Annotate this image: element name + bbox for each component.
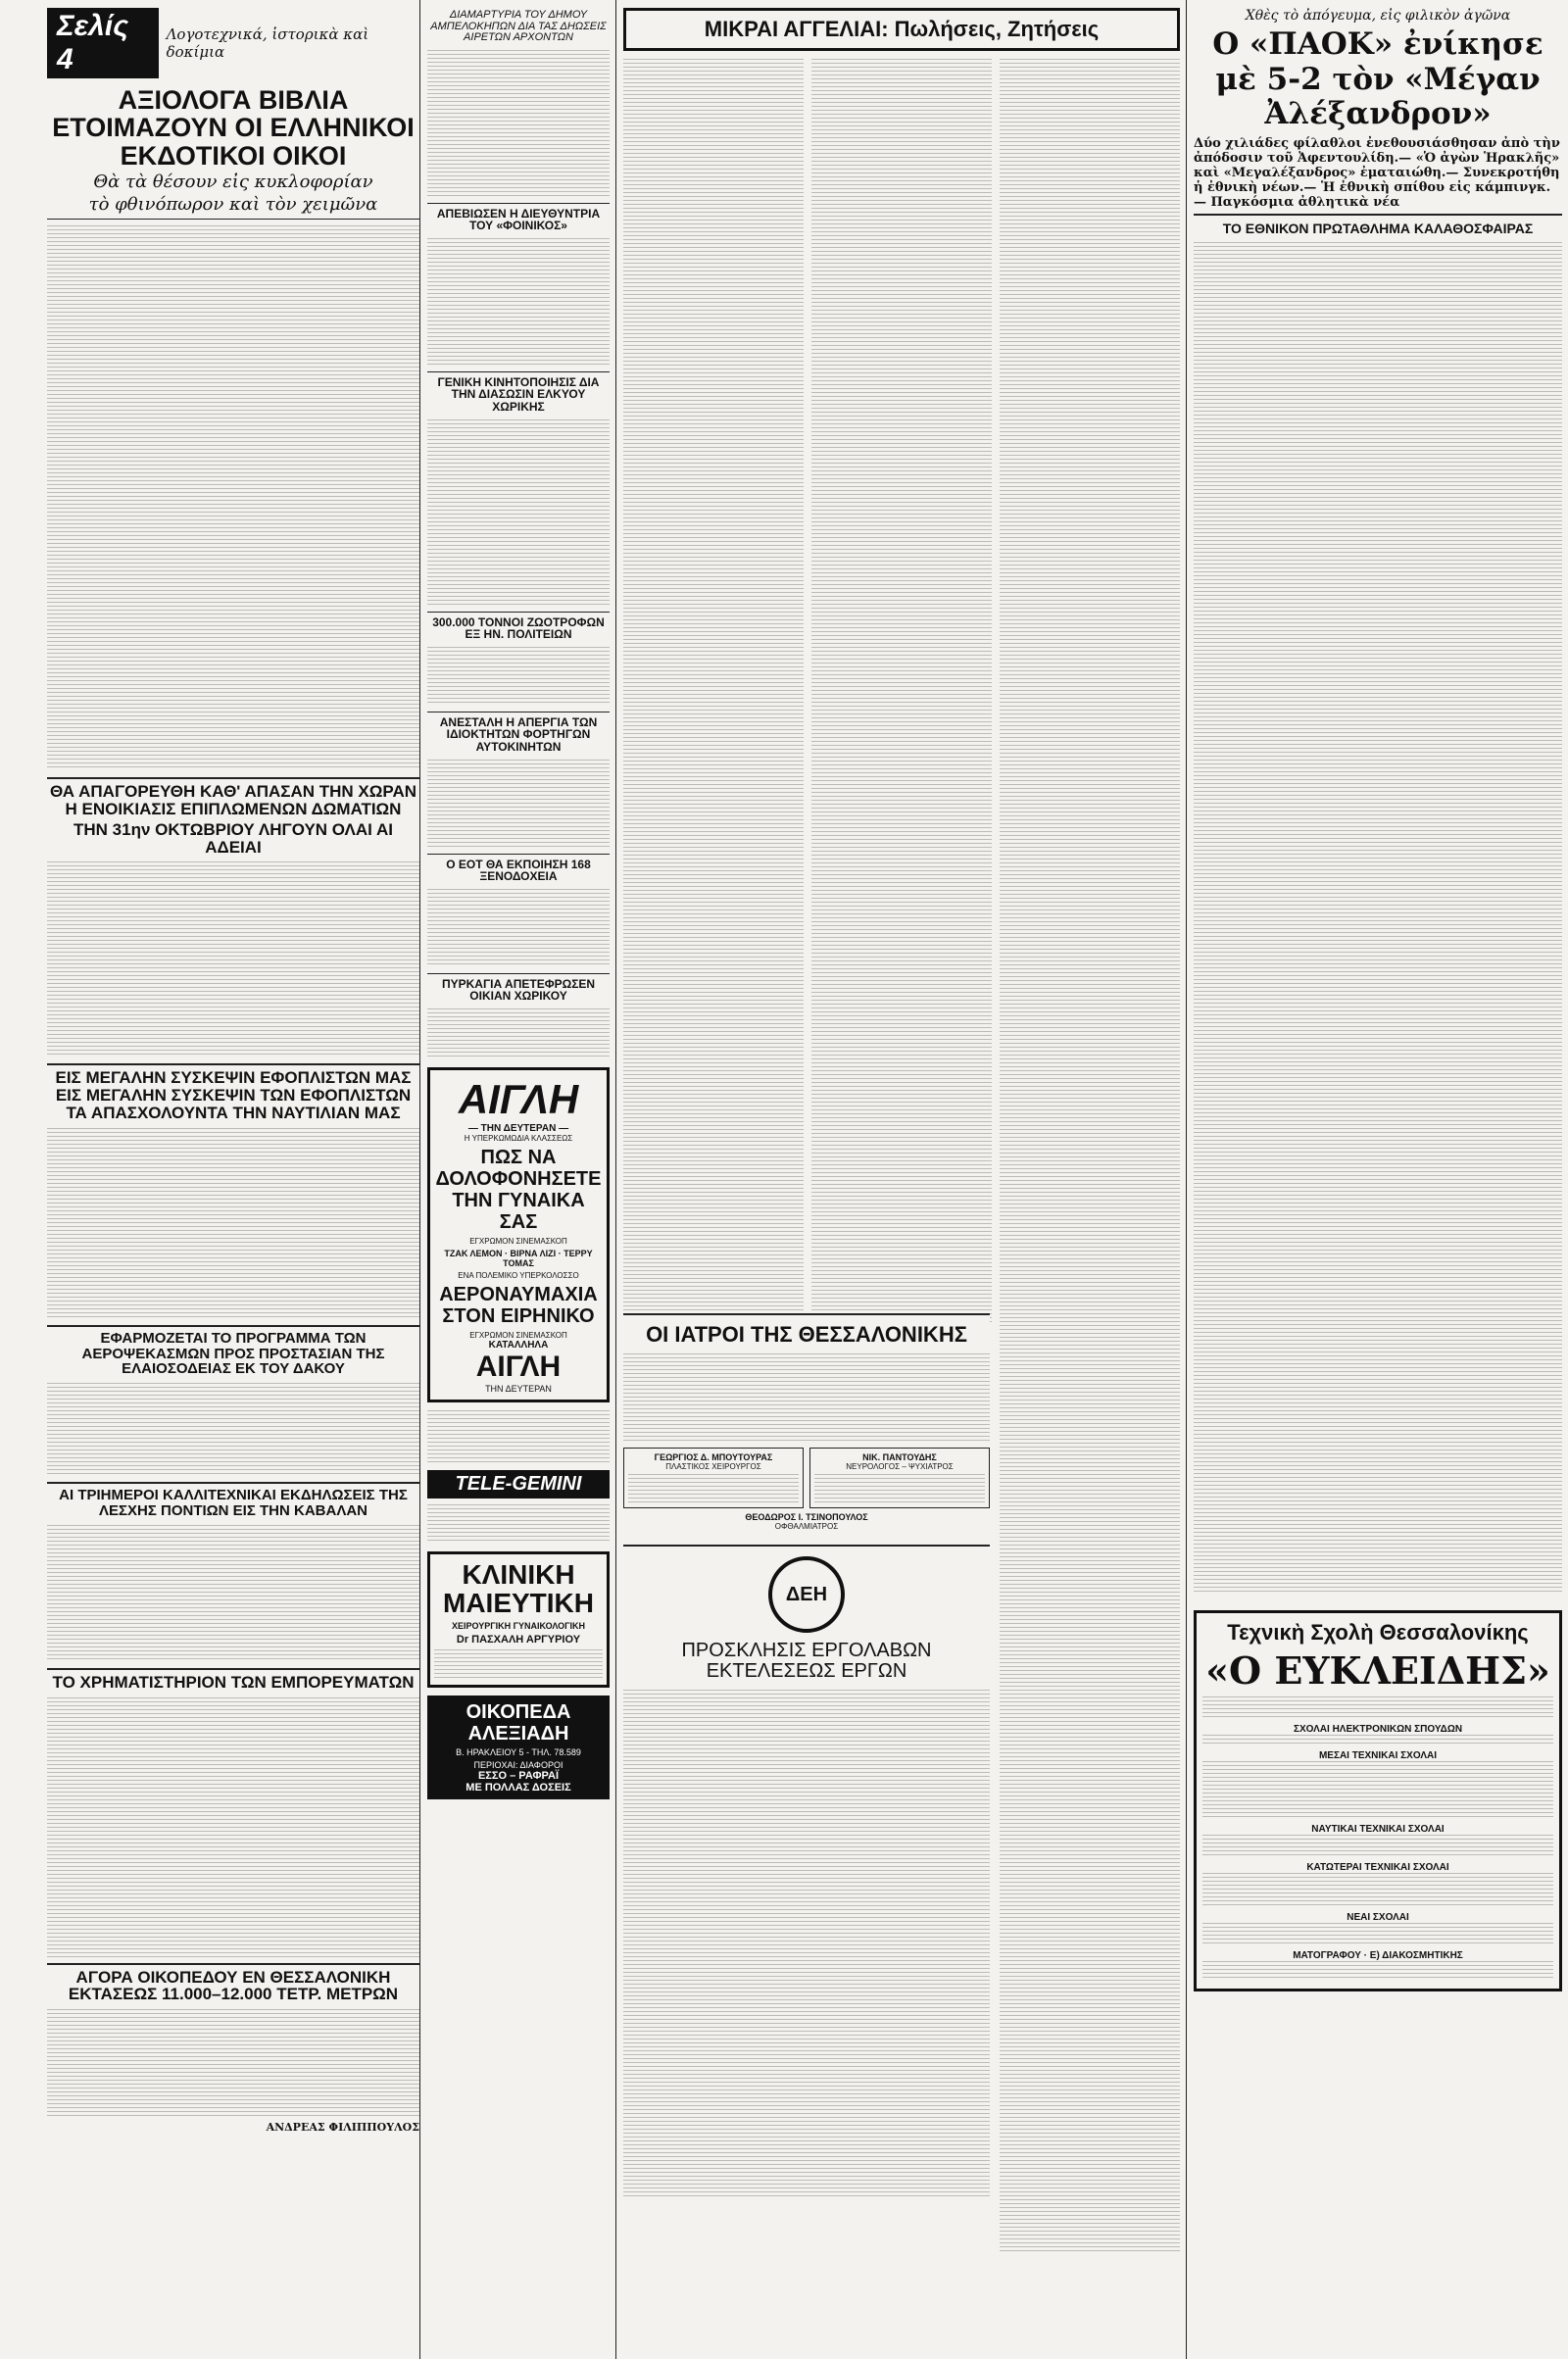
headline-fire: ΠΥΡΚΑΓΙΑ ΑΠΕΤΕΦΡΩΣΕΝ ΟΙΚΙΑΝ ΧΩΡΙΚΟΥ	[427, 973, 610, 1003]
ad-text	[427, 1504, 610, 1544]
ad-text	[1202, 1835, 1553, 1858]
section-header	[47, 8, 419, 78]
cinema-line: ΕΝΑ ΠΟΛΕΜΙΚΟ ΥΠΕΡΚΟΛΟΣΣΟ	[458, 1270, 579, 1280]
ad-text	[1202, 1961, 1553, 1981]
doctor-name: ΘΕΟΔΩΡΟΣ Ι. ΤΣΙΝΟΠΟΥΛΟΣ	[745, 1512, 868, 1523]
headline-strike: ΑΝΕΣΤΑΛΗ Η ΑΠΕΡΓΙΑ ΤΩΝ ΙΔΙΟΚΤΗΤΩΝ ΦΟΡΤΗΓΩΝ ΑΥΤΟΚΙΝΗΤΩΝ	[427, 712, 610, 754]
doctor-specialty: ΝΕΥΡΟΛΟΓΟΣ – ΨΥΧΙΑΤΡΟΣ	[846, 1462, 954, 1472]
doctors-title: ΟΙ ΙΑΤΡΟΙ ΤΗΣ ΘΕΣΣΑΛΟΝΙΚΗΣ	[646, 1322, 967, 1347]
film-cast: ΤΖΑΚ ΛΕΜΟΝ · ΒΙΡΝΑ ΛΙΖΙ · ΤΕΡΡΥ ΤΟΜΑΣ	[444, 1248, 593, 1268]
doctor-text	[814, 1474, 985, 1503]
headline-mobilization: ΓΕΝΙΚΗ ΚΙΝΗΤΟΠΟΙΗΣΙΣ ΔΙΑ ΤΗΝ ΔΙΑΣΩΣΙΝ ΕΛΚΥΟΥ ΧΩΡΙΚΗΣ	[427, 371, 610, 414]
school-line: ΣΧΟΛΑΙ ΗΛΕΚΤΡΟΝΙΚΩΝ ΣΠΟΥΔΩΝ	[1293, 1723, 1463, 1735]
ad-text	[434, 1649, 603, 1679]
doctor-card	[623, 1448, 804, 1508]
article-body	[427, 50, 610, 197]
plots-address: Β. ΗΡΑΚΛΕΙΟΥ 5 - ΤΗΛ. 78.589	[456, 1746, 581, 1757]
article-body	[47, 225, 419, 769]
school-line: ΚΑΤΩΤΕΡΑΙ ΤΕΧΝΙΚΑΙ ΣΧΟΛΑΙ	[1306, 1861, 1449, 1873]
article-body	[47, 1128, 419, 1319]
sports-lead: Δύο χιλιάδες φίλαθλοι ἐνεθουσιάσθησαν ἀπὸ τὴν ἀπόδοσιν τοῦ Ἀφεντουλίδη.— «Ὁ ἀγὼν Ἡρακλῆς» καὶ «Μεγαλέξανδρος» ἐματαιώθη.— Συνεκροτήθη ἡ ἐθνικὴ νέων.— Ἡ ἐθνικὴ σπίθου εἰς κάμπινγκ.— Παγκόσμια ἀθλητικὰ νέα	[1194, 136, 1562, 216]
signature: ΑΝΔΡΕΑΣ ΦΙΛΙΠΠΟΥΛΟΣ	[266, 2121, 419, 2135]
subhead-books: Θὰ τὰ θέσουν εἰς κυκλοφορίαν	[93, 172, 373, 193]
film-title: ΑΕΡΟΝΑΥΜΑΧΙΑ ΣΤΟΝ ΕΙΡΗΝΙΚΟ	[439, 1283, 598, 1327]
headline-hotels: Ο ΕΟΤ ΘΑ ΕΚΠΟΙΗΣΗ 168 ΞΕΝΟΔΟΧΕΙΑ	[427, 854, 610, 883]
plots-title: ΟΙΚΟΠΕΔΑ ΑΛΕΞΙΑΔΗ	[466, 1700, 571, 1745]
plots-ad	[427, 1696, 610, 1799]
clinic-subtitle: ΧΕΙΡΟΥΡΓΙΚΗ ΓΥΝΑΙΚΟΛΟΓΙΚΗ	[451, 1620, 586, 1631]
column-rule	[1186, 0, 1187, 2359]
classifieds-column	[811, 59, 992, 1323]
doctor-specialty: ΟΦΘΑΛΜΙΑΤΡΟΣ	[774, 1522, 839, 1532]
headline-fodder: 300.000 ΤΟΝΝΟΙ ΖΩΟΤΡΟΦΩΝ ΕΞ ΗΝ. ΠΟΛΙΤΕΙΩΝ	[427, 612, 610, 641]
plots-line: ΜΕ ΠΟΛΛΑΣ ΔΟΣΕΙΣ	[466, 1781, 571, 1794]
doctor-card	[809, 1448, 990, 1508]
school-line: ΝΑΥΤΙΚΑΙ ΤΕΧΝΙΚΑΙ ΣΧΟΛΑΙ	[1311, 1823, 1445, 1835]
school-line: ΜΕΣΑΙ ΤΕΧΝΙΚΑΙ ΣΧΟΛΑΙ	[1318, 1749, 1438, 1761]
classifieds-banner: ΜΙΚΡΑΙ ΑΓΓΕΛΙΑΙ: Πωλήσεις, Ζητήσεις	[623, 8, 1180, 51]
subhead-books-2: τὸ φθινόπωρον καὶ τὸν χειμῶνα	[47, 194, 419, 220]
column-rule	[419, 0, 420, 2359]
plots-line: ΠΕΡΙΟΧΑΙ: ΔΙΑΦΟΡΟΙ	[473, 1759, 564, 1770]
cinema-line: Η ΥΠΕΡΚΩΜΩΔΙΑ ΚΛΑΣΣΕΩΣ	[464, 1133, 573, 1143]
subhead-rooms: ΤΗΝ 31ην ΟΚΤΩΒΡΙΟΥ ΛΗΓΟΥΝ ΟΛΑΙ ΑΙ ΑΔΕΙΑΙ	[74, 819, 393, 857]
headline-plot: ΑΓΟΡΑ ΟΙΚΟΠΕΔΟΥ ΕΝ ΘΕΣΣΑΛΟΝΙΚΗ ΕΚΤΑΣΕΩΣ 11.000–12.000 ΤΕΤΡ. ΜΕΤΡΩΝ	[47, 1963, 419, 2004]
cinema-line: ΕΓΧΡΩΜΟΝ ΣΙΝΕΜΑΣΚΟΠ	[469, 1330, 567, 1340]
doctor-text	[628, 1474, 799, 1503]
doctors-text	[623, 1353, 990, 1442]
cinema-line: ΤΗΝ ΔΕΥΤΕΡΑΝ	[485, 1383, 552, 1394]
headline-pontians: ΑΙ ΤΡΙΗΜΕΡΟΙ ΚΑΛΛΙΤΕΧΝΙΚΑΙ ΕΚΔΗΛΩΣΕΙΣ ΤΗΣ ΛΕΣΧΗΣ ΠΟΝΤΙΩΝ ΕΙΣ ΤΗΝ ΚΑΒΑΛΑΝ	[47, 1482, 419, 1519]
cinema-ad	[427, 1067, 610, 1402]
article-body	[427, 419, 610, 606]
column-classifieds	[623, 0, 1180, 2254]
column-sports	[1194, 0, 1562, 1991]
tender-title: ΠΡΟΣΚΛΗΣΙΣ ΕΡΓΟΛΑΒΩΝ ΕΚΤΕΛΕΣΕΩΣ ΕΡΓΩΝ	[681, 1640, 932, 1683]
ad-text	[1202, 1761, 1553, 1820]
doctor-cards	[623, 1448, 990, 1508]
cinema-line: — ΤΗΝ ΔΕΥΤΕΡΑΝ —	[467, 1122, 569, 1134]
headline-obituary: ΑΠΕΒΙΩΣΕΝ Η ΔΙΕΥΘΥΝΤΡΙΑ ΤΟΥ «ΦΟΙΝΙΚΟΣ»	[427, 203, 610, 232]
article-body	[427, 238, 610, 366]
column-left	[47, 0, 419, 2134]
doctor-card	[623, 1512, 990, 1531]
deh-logo-icon: ΔΕΗ	[768, 1556, 845, 1633]
headline-rooms: ΘΑ ΑΠΑΓΟΡΕΥΘΗ ΚΑΘ' ΑΠΑΣΑΝ ΤΗΝ ΧΩΡΑΝ Η ΕΝΟΙΚΙΑΣΙΣ ΕΠΙΠΛΩΜΕΝΩΝ ΔΩΜΑΤΙΩΝ	[47, 777, 419, 818]
doctors-section	[623, 1313, 990, 2199]
clinic-title: ΚΛΙΝΙΚΗ ΜΑΙΕΥΤΙΚΗ	[443, 1558, 594, 1619]
article-body	[47, 1525, 419, 1662]
ad-text	[1202, 1873, 1553, 1908]
tender-notice	[623, 1545, 990, 2199]
plots-line: ΕΣΣΟ – ΡΑΦΡΑΪ	[477, 1769, 560, 1782]
doctor-name: ΝΙΚ. ΠΑΝΤΟΥΔΗΣ	[862, 1452, 937, 1463]
headline-protest: ΔΙΑΜΑΡΤΥΡΙΑ ΤΟΥ ΔΗΜΟΥ ΑΜΠΕΛΟΚΗΠΩΝ ΔΙΑ ΤΑΣ ΔΗΩΣΕΙΣ ΑΙΡΕΤΩΝ ΑΡΧΟΝΤΩΝ	[430, 9, 607, 44]
classifieds-column	[623, 59, 804, 1323]
basketball-headline: ΤΟ ΕΘΝΙΚΟΝ ΠΡΩΤΑΘΛΗΜΑ ΚΑΛΑΘΟΣΦΑΙΡΑΣ	[1222, 220, 1534, 236]
column-second	[427, 0, 610, 1799]
tender-body	[623, 1690, 990, 2199]
section-subtitle: Λογοτεχνικά, ἱστορικὰ καὶ δοκίμια	[166, 25, 369, 61]
classifieds-column	[1000, 59, 1180, 2254]
sports-headline: Ο «ΠΑΟΚ» ἐνίκησε μὲ 5-2 τὸν «Μέγαν Ἀλέξανδρον»	[1212, 26, 1544, 132]
article-body	[47, 1697, 419, 1957]
tele-gemini-logo: TELE-GEMINI	[427, 1470, 610, 1499]
school-name: «Ο ΕΥΚΛΕΙΔΗΣ»	[1205, 1647, 1550, 1693]
ad-text	[427, 1410, 610, 1464]
school-title: Τεχνικὴ Σχολὴ Θεσσαλονίκης	[1227, 1619, 1529, 1645]
ad-text	[1202, 1735, 1553, 1746]
cinema-name: ΑΙΓΛΗ	[458, 1075, 579, 1122]
article-body	[427, 889, 610, 967]
ad-text	[1202, 1923, 1553, 1946]
doctor-specialty: ΠΛΑΣΤΙΚΟΣ ΧΕΙΡΟΥΡΓΟΣ	[665, 1462, 761, 1472]
school-line: ΝΕΑΙ ΣΧΟΛΑΙ	[1347, 1911, 1409, 1923]
clinic-ad	[427, 1551, 610, 1688]
article-body	[427, 1008, 610, 1057]
headline-exchange: ΤΟ ΧΡΗΜΑΤΙΣΤΗΡΙΟΝ ΤΩΝ ΕΜΠΟΡΕΥΜΑΤΩΝ	[47, 1668, 419, 1692]
doctor-name: ΓΕΩΡΓΙΟΣ Δ. ΜΠΟΥΤΟΥΡΑΣ	[654, 1452, 773, 1463]
cinema-line: ΕΓΧΡΩΜΟΝ ΣΙΝΕΜΑΣΚΟΠ	[469, 1236, 567, 1246]
headline-books: ΑΞΙΟΛΟΓΑ ΒΙΒΛΙΑ ΕΤΟΙΜΑΖΟΥΝ ΟΙ ΕΛΛΗΝΙΚΟΙ ΕΚΔΟΤΙΚΟΙ ΟΙΚΟΙ	[52, 85, 415, 171]
article-body	[427, 760, 610, 848]
school-line: ΜΑΤΟΓΡΑΦΟΥ · Ε) ΔΙΑΚΟΣΜΗΤΙΚΗΣ	[1293, 1949, 1463, 1961]
article-body	[47, 861, 419, 1057]
sports-kicker: Χθὲς τὸ ἀπόγευμα, εἰς φιλικὸν ἀγῶνα	[1245, 8, 1511, 24]
column-rule	[615, 0, 616, 2359]
ad-text	[1202, 1696, 1553, 1720]
film-title: ΠΩΣ ΝΑ ΔΟΛΟΦΟΝΗΣΕΤΕ ΤΗΝ ΓΥΝΑΙΚΑ ΣΑΣ	[435, 1146, 602, 1233]
school-ad	[1194, 1610, 1562, 1991]
sports-body	[1194, 242, 1562, 1595]
article-body	[427, 647, 610, 706]
section-title: Σελίς 4	[47, 8, 159, 78]
article-body	[47, 2009, 419, 2117]
cinema-name: ΑΙΓΛΗ	[475, 1350, 562, 1383]
article-body	[47, 1383, 419, 1476]
clinic-doctor: Dr ΠΑΣΧΑΛΗ ΑΡΓΥΡΙΟΥ	[456, 1633, 581, 1646]
headline-shipowners: ΕΙΣ ΜΕΓΑΛΗΝ ΣΥΣΚΕΨΙΝ ΕΦΟΠΛΙΣΤΩΝ ΜΑΣ ΕΙΣ ΜΕΓΑΛΗΝ ΣΥΣΚΕΨΙΝ ΤΩΝ ΕΦΟΠΛΙΣΤΩΝ ΤΑ ΑΠΑΣΧΟΛΟΥΝΤΑ ΤΗΝ ΝΑΥΤΙΛΙΑΝ ΜΑΣ	[47, 1063, 419, 1122]
cinema-line: ΚΑΤΑΛΛΗΛΑ	[488, 1339, 549, 1351]
headline-spraying: ΕΦΑΡΜΟΖΕΤΑΙ ΤΟ ΠΡΟΓΡΑΜΜΑ ΤΩΝ ΑΕΡΟΨΕΚΑΣΜΩΝ ΠΡΟΣ ΠΡΟΣΤΑΣΙΑΝ ΤΗΣ ΕΛΑΙΟΣΟΔΕΙΑΣ ΕΚ ΤΟΥ ΔΑΚΟΥ	[47, 1325, 419, 1377]
